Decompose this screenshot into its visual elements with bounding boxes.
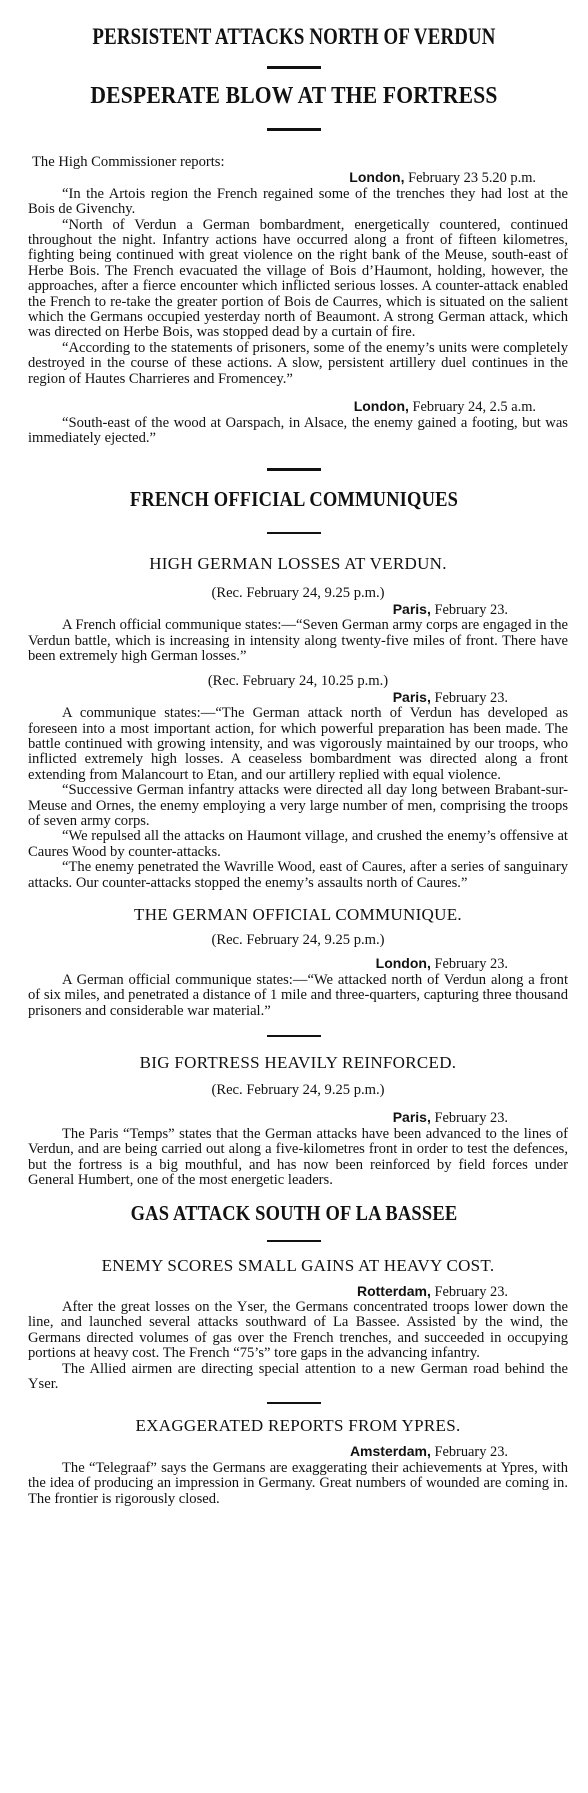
dateline <box>28 399 568 415</box>
dateline-place: Paris, <box>392 688 431 705</box>
intro-line: The High Commissioner reports: <box>32 154 225 170</box>
divider-rule <box>267 1402 321 1404</box>
divider-rule <box>267 468 321 471</box>
article-gas-attack <box>0 1256 588 1393</box>
dateline <box>28 956 568 972</box>
headline-main: PERSISTENT ATTACKS NORTH OF VERDUN <box>92 24 496 49</box>
received-line: (Rec. February 24, 9.25 p.m.) <box>211 1082 385 1099</box>
dateline-date: February 23. <box>430 1444 508 1461</box>
dateline-date: February 23. <box>430 956 508 973</box>
section-title: GAS ATTACK SOUTH OF LA BASSEE <box>130 1200 458 1225</box>
divider-rule <box>267 66 321 69</box>
dateline-date: February 23. <box>430 1283 508 1300</box>
paragraph: A French official communique states:—“Seven German army corps are engaged in the Verdun battle, which is increasing in intensity along twenty-five miles of front. There have been extremely high German losses.” <box>28 617 568 664</box>
dateline-date: February 23 5.20 p.m. <box>404 170 536 187</box>
dateline-place: London, <box>349 169 405 186</box>
divider-rule <box>267 532 321 534</box>
dateline-date: February 23. <box>430 689 508 706</box>
paragraph: “We repulsed all the attacks on Haumont village, and crushed the enemy’s offensive at Caures Wood by counter-attacks. <box>28 828 568 860</box>
dateline-place: Paris, <box>392 600 431 617</box>
paragraph: A German official communique states:—“We attacked north of Verdun along a front of six miles, and penetrated a distance of 1 mile and three-quarters, capturing three thousand prisoners and considerable war material.” <box>28 971 568 1019</box>
paragraph: The Paris “Temps” states that the German attacks have been advanced to the lines of Verdun, and are being carried out along a five-kilometres front in order to test the defences, but the fortress is a big mouthful, and has now been reinforced by field forces under General Humbert, one of the most energetic leaders. <box>28 1125 568 1189</box>
dateline-place: London, <box>353 398 409 415</box>
paragraph: A communique states:—“The German attack north of Verdun has developed as foreseen into a most important action, for which powerful preparation has been made. The battle continued with growing intensity, and was vigorously maintained by our troops, who inflicted extremely high losses. A ceaseless bombardment was directed along a front extending from Malancourt to Etan, and our artillery replied with equal violence. <box>28 705 568 783</box>
dateline-place: Amsterdam, <box>349 1443 431 1460</box>
paragraph: After the great losses on the Yser, the Germans concentrated troops lower down the line, and launched several attacks southward of La Bassee. Assisted by the wind, the Germans directed volumes of gas over the French trenches, and succeeded in occupying portions at heavy cost. The French “75’s” tore gaps in the advancing infantry. <box>28 1298 568 1362</box>
dateline-date: February 24, 2.5 a.m. <box>408 399 536 416</box>
dateline-place: Rotterdam, <box>356 1282 431 1299</box>
divider-rule <box>267 1035 321 1037</box>
subheading: HIGH GERMAN LOSSES AT VERDUN. <box>149 554 447 574</box>
dateline-place: Paris, <box>392 1109 431 1126</box>
subheading: ENEMY SCORES SMALL GAINS AT HEAVY COST. <box>101 1255 495 1275</box>
subheading: BIG FORTRESS HEAVILY REINFORCED. <box>139 1053 457 1073</box>
section-title: FRENCH OFFICIAL COMMUNIQUES <box>129 487 459 512</box>
paragraph: “According to the statements of prisoners, some of the enemy’s units were completely destroyed in the course of these actions. A slow, persistent artillery duel continues in the region of Hautes Charrieres and Fromencey.” <box>28 339 568 387</box>
article-fortress <box>0 1053 588 1188</box>
article-ypres <box>0 1416 588 1507</box>
subheading: THE GERMAN OFFICIAL COMMUNIQUE. <box>134 905 462 925</box>
paragraph: “The enemy penetrated the Wavrille Wood, east of Caures, after a series of sanguinary attacks. Our counter-attacks stopped the enemy’s assaults north of Caures.” <box>28 859 568 891</box>
paragraph: The Allied airmen are directing special attention to a new German road behind the Yser. <box>28 1360 568 1392</box>
received-line: (Rec. February 24, 10.25 p.m.) <box>207 673 389 690</box>
divider-rule <box>267 128 321 131</box>
subheading: EXAGGERATED REPORTS FROM YPRES. <box>135 1416 461 1436</box>
paragraph: The “Telegraaf” says the Germans are exaggerating their achievements at Ypres, with the idea of producing an impression in Germany. Great numbers of wounded are coming in. The frontier is rigorously closed. <box>28 1459 568 1507</box>
dateline-date: February 23. <box>430 601 508 618</box>
dateline <box>28 690 568 706</box>
paragraph: “In the Artois region the French regained some of the trenches they had lost at the Bois de Givenchy. <box>28 185 568 218</box>
received-line: (Rec. February 24, 9.25 p.m.) <box>211 585 385 602</box>
dateline <box>28 1444 568 1460</box>
dateline <box>28 1284 568 1300</box>
headline-sub: DESPERATE BLOW AT THE FORTRESS <box>90 83 498 109</box>
dateline <box>28 170 568 186</box>
received-line: (Rec. February 24, 9.25 p.m.) <box>211 932 385 949</box>
divider-rule <box>267 1240 321 1242</box>
paragraph: “North of Verdun a German bombardment, energetically countered, continued throughout the night. Infantry actions have occurred along a front of fifteen kilometres, fighting being continued with great violence on the right bank of the Meuse, south-east of Herbe Bois. The French evacuated the village of Bois d’Haumont, holding, however, the approaches, after a fierce encounter which inflicted serious losses. A counter-attack enabled the French to re-take the greater portion of Bois de Caurres, which is situated on the salient which the Germans occupied yesterday north of Beaumont. A strong German attack, which was directed on Herbe Bois, was stopped dead by a curtain of fire. <box>28 216 568 341</box>
paragraph: “South-east of the wood at Oarspach, in Alsace, the enemy gained a footing, but was immediately ejected.” <box>28 414 568 446</box>
dateline-place: London, <box>375 955 431 972</box>
article-french-communiques <box>0 554 588 1019</box>
dateline <box>28 602 568 618</box>
article-london <box>0 155 588 446</box>
dateline <box>28 1110 568 1126</box>
paragraph: “Successive German infantry attacks were directed all day long between Brabant-sur-Meuse and Ornes, the enemy employing a very large number of men, comprising the troops of seven army corps. <box>28 782 568 829</box>
dateline-date: February 23. <box>430 1110 508 1127</box>
